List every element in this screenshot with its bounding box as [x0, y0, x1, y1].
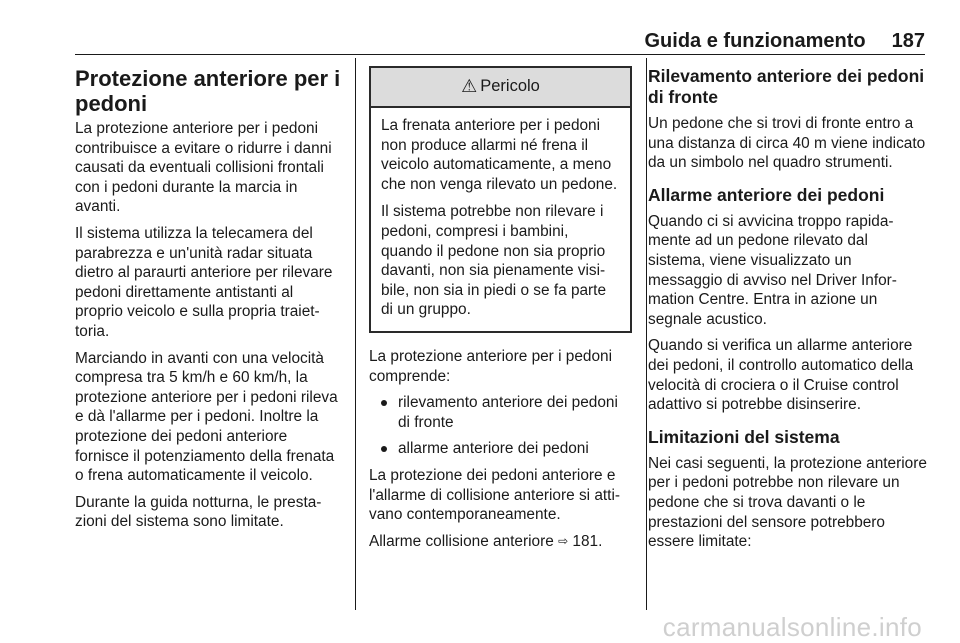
list-item: rilevamento anteriore dei pedoni di fronte — [369, 393, 632, 432]
subsection-title: Rilevamento anteriore dei pedoni di fronte — [648, 66, 925, 107]
column-1 — [75, 66, 341, 539]
danger-warning-box — [369, 66, 632, 333]
list-item: allarme anteriore dei pedoni — [369, 439, 632, 459]
paragraph: La protezione anteriore per i pedoni contribuisce a evitare o ridurre i danni causati da eventuali collisioni frontali con i pedoni durante la marcia in avanti. — [75, 120, 332, 216]
paragraph: Un pedone che si trovi di fronte entro a una distanza di circa 40 m viene indicato da un simbolo nel quadro strumenti. — [648, 115, 926, 172]
paragraph: La protezione anteriore per i pedoni comprende: — [369, 347, 612, 385]
warning-header — [371, 68, 630, 108]
warning-paragraph: Il sistema potrebbe non rilevare i pedoni, compresi i bambini, quando il pedone non sia proprio davanti, non sia pienamente visibile, non sia in piedi o se fa parte di un gruppo. — [381, 203, 607, 319]
reference-page[interactable]: 181. — [572, 532, 603, 550]
subsection-title: Allarme anteriore dei pedoni — [648, 184, 885, 205]
paragraph: Quando si verifica un allarme anteriore dei pedoni, il controllo automatico della velocità di crociera o il Cruise control adattivo si potrebbe disinserire. — [648, 337, 914, 414]
section-title: Protezione anteriore per i pedoni — [75, 66, 341, 116]
column-divider-2 — [646, 58, 647, 610]
page-header — [75, 30, 925, 53]
watermark: carmanualsonline.info — [662, 612, 922, 642]
cross-reference[interactable] — [369, 532, 632, 552]
paragraph: Il sistema utilizza la telecamera del parabrezza e un'unità radar situata dietro al paraurti anteriore per rilevare pedoni direttamente antistanti al proprio veicolo e sulla propria traiettoria. — [75, 224, 333, 340]
feature-list — [369, 393, 632, 459]
page-number: 187 — [891, 30, 925, 52]
warning-title: Pericolo — [480, 77, 540, 96]
warning-triangle-icon: ⚠ — [461, 76, 478, 97]
warning-paragraph: La frenata anteriore per i pedoni non produce allarmi né frena il veicolo automaticamente, a meno che non venga rilevato un pedone. — [381, 117, 618, 193]
header-title: Guida e funzionamento — [644, 30, 866, 52]
header-divider — [75, 54, 925, 55]
subsection-title: Limitazioni del sistema — [648, 426, 840, 447]
warning-body — [371, 108, 630, 331]
paragraph: Quando ci si avvicina troppo rapidamente ad un pedone rilevato dal sistema, viene visualizzato un messaggio di avviso nel Driver Information Centre. Entra in azione un segnale acustico. — [648, 212, 897, 328]
reference-text: Allarme collisione anteriore — [369, 532, 554, 550]
column-divider-1 — [355, 58, 356, 610]
column-2 — [369, 66, 632, 558]
paragraph: La protezione dei pedoni anteriore e l'allarme di collisione anteriore si attivano contemporaneamente. — [369, 466, 621, 524]
paragraph: Marciando in avanti con una velocità compresa tra 5 km/h e 60 km/h, la protezione anteriore per i pedoni rileva e dà l'allarme per i pedoni. Inoltre la protezione dei pedoni anteriore fornisce il potenziamento della frenata o frena automaticamente il veicolo. — [75, 349, 338, 485]
paragraph: Durante la guida notturna, le prestazioni del sistema sono limitate. — [75, 493, 322, 531]
paragraph: Nei casi seguenti, la protezione anteriore per i pedoni potrebbe non rilevare un pedone che si trova davanti o le prestazioni del sensore potrebbero essere limitate: — [648, 454, 927, 551]
column-3 — [648, 66, 928, 559]
arrow-reference-icon: ⇨ — [558, 533, 569, 548]
